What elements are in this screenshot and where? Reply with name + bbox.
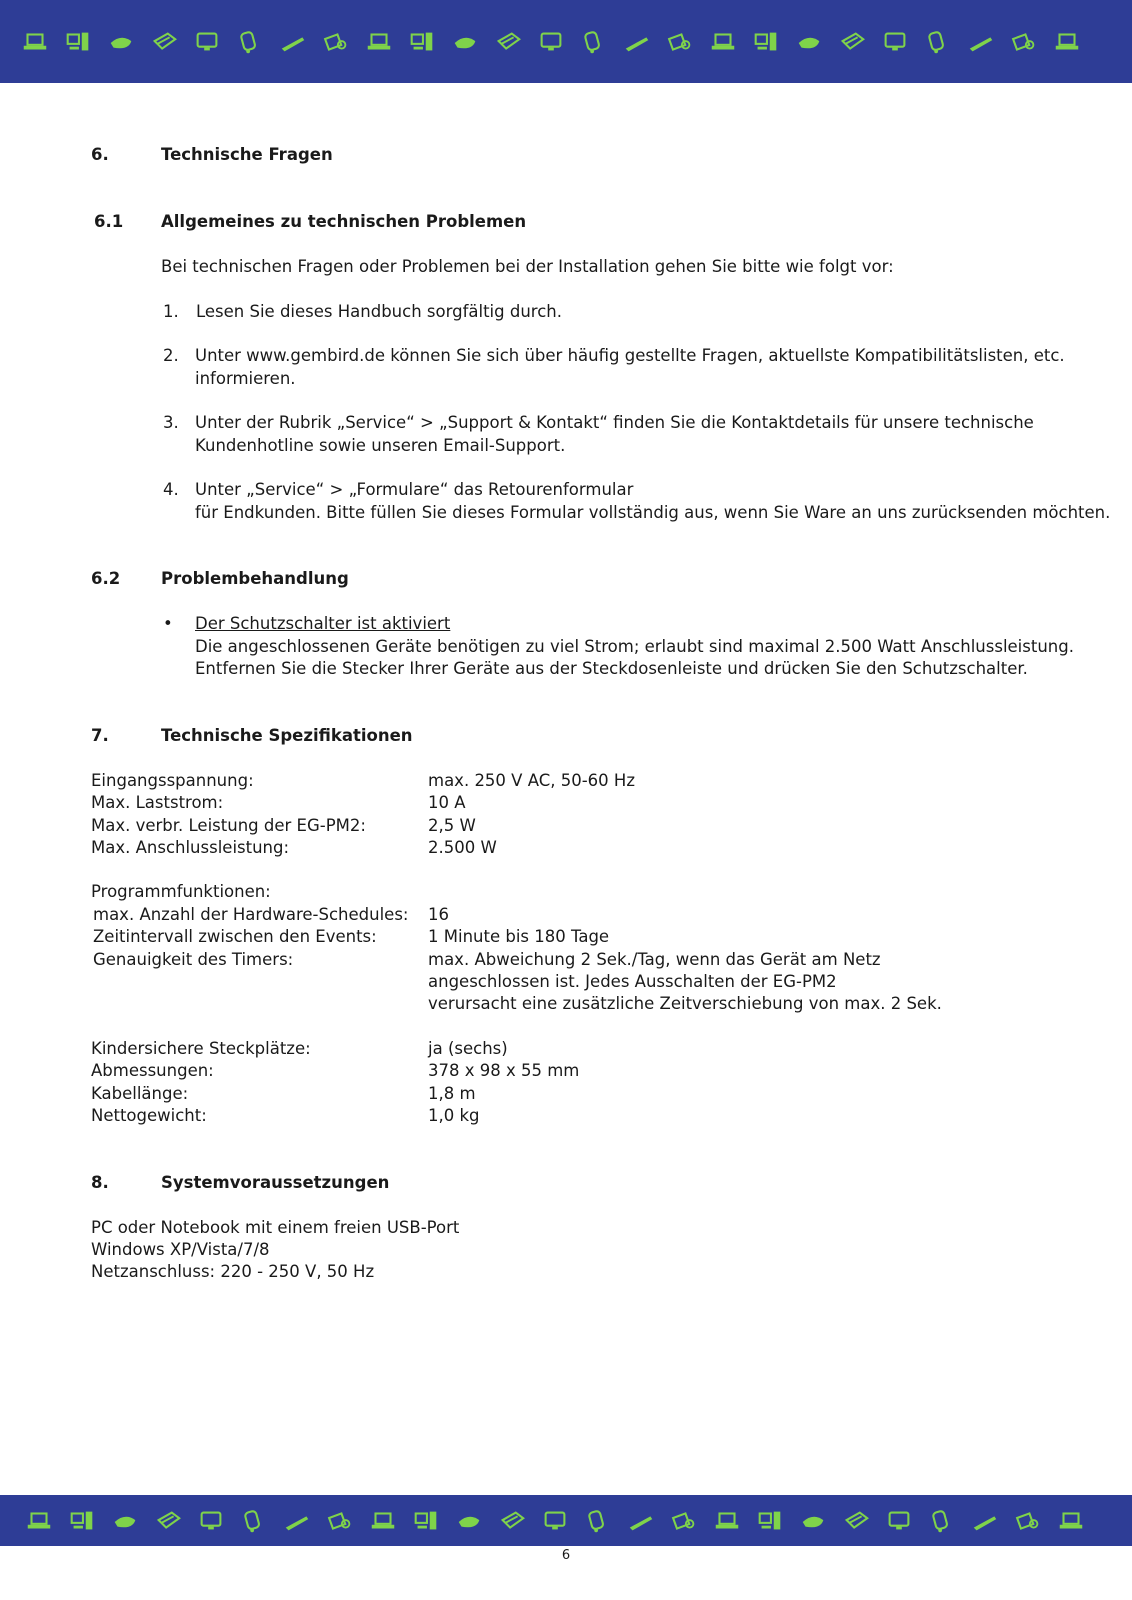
section-6-number: 6. xyxy=(91,145,109,164)
laptop-icon xyxy=(24,1506,54,1536)
list-item-number: 3. xyxy=(163,413,179,432)
pen-icon xyxy=(970,1506,1000,1536)
phone-icon xyxy=(235,27,265,57)
requirement-line: Netzanschluss: 220 - 250 V, 50 Hz xyxy=(91,1262,375,1281)
spec-label: Zeitintervall zwischen den Events: xyxy=(93,927,377,946)
laptop-icon xyxy=(20,27,50,57)
spec-value: 1 Minute bis 180 Tage xyxy=(428,927,610,946)
spec-label: Kabellänge: xyxy=(91,1084,189,1103)
footer-icon-band xyxy=(0,1495,1132,1546)
camera-icon xyxy=(321,27,351,57)
spec-value: angeschlossen ist. Jedes Ausschalten der EG-PM2 xyxy=(428,972,837,991)
section-7-title: Technische Spezifikationen xyxy=(161,726,413,745)
list-item-text: für Endkunden. Bitte füllen Sie dieses Formular vollständig aus, wenn Sie Ware an uns zurücksenden möchten. xyxy=(195,503,1111,522)
monitor-icon xyxy=(880,27,910,57)
camera-icon xyxy=(1013,1506,1043,1536)
page-number: 6 xyxy=(561,1548,571,1563)
section-6-2-title: Problembehandlung xyxy=(161,569,349,588)
phone-icon xyxy=(927,1506,957,1536)
pen-icon xyxy=(278,27,308,57)
list-item-text: informieren. xyxy=(195,369,296,388)
requirement-line: PC oder Notebook mit einem freien USB-Port xyxy=(91,1218,460,1237)
pc-tower-icon xyxy=(751,27,781,57)
pc-tower-icon xyxy=(407,27,437,57)
prog-label: Programmfunktionen: xyxy=(91,882,271,901)
bullet: • xyxy=(163,614,173,633)
mouse-icon xyxy=(798,1506,828,1536)
monitor-icon xyxy=(884,1506,914,1536)
monitor-icon xyxy=(196,1506,226,1536)
section-6-2-number: 6.2 xyxy=(91,569,121,588)
section-6-title: Technische Fragen xyxy=(161,145,333,164)
spec-value: 16 xyxy=(428,905,449,924)
spec-label: Kindersichere Steckplätze: xyxy=(91,1039,311,1058)
pc-tower-icon xyxy=(63,27,93,57)
list-item-text: Unter der Rubrik „Service“ > „Support & Kontakt“ finden Sie die Kontaktdetails für unsere technische xyxy=(195,413,1034,432)
spec-value: max. 250 V AC, 50-60 Hz xyxy=(428,771,635,790)
spec-value: 378 x 98 x 55 mm xyxy=(428,1061,580,1080)
spec-label: Max. Laststrom: xyxy=(91,793,224,812)
list-item-text: Unter www.gembird.de können Sie sich über häufig gestellte Fragen, aktuellste Kompatibilitätslisten, etc. xyxy=(195,346,1065,365)
printer-icon xyxy=(497,1506,527,1536)
spec-value: verursacht eine zusätzliche Zeitverschiebung von max. 2 Sek. xyxy=(428,994,942,1013)
phone-icon xyxy=(579,27,609,57)
monitor-icon xyxy=(536,27,566,57)
spec-label: Abmessungen: xyxy=(91,1061,214,1080)
phone-icon xyxy=(923,27,953,57)
laptop-icon xyxy=(364,27,394,57)
mouse-icon xyxy=(794,27,824,57)
printer-icon xyxy=(841,1506,871,1536)
spec-label: Max. verbr. Leistung der EG-PM2: xyxy=(91,816,366,835)
pen-icon xyxy=(966,27,996,57)
spec-value: 10 A xyxy=(428,793,466,812)
printer-icon xyxy=(153,1506,183,1536)
mouse-icon xyxy=(110,1506,140,1536)
bullet-title: Der Schutzschalter ist aktiviert xyxy=(195,614,451,633)
printer-icon xyxy=(149,27,179,57)
section-7-number: 7. xyxy=(91,726,109,745)
bullet-text: Die angeschlossenen Geräte benötigen zu viel Strom; erlaubt sind maximal 2.500 Watt Anschlussleistung. xyxy=(195,637,1074,656)
printer-icon xyxy=(837,27,867,57)
camera-icon xyxy=(1009,27,1039,57)
section-6-1-intro: Bei technischen Fragen oder Problemen bei der Installation gehen Sie bitte wie folgt vor: xyxy=(161,257,894,276)
pc-tower-icon xyxy=(67,1506,97,1536)
list-item-text: Unter „Service“ > „Formulare“ das Retourenformular xyxy=(195,480,634,499)
spec-label: Max. Anschlussleistung: xyxy=(91,838,290,857)
section-6-1-title: Allgemeines zu technischen Problemen xyxy=(161,212,527,231)
mouse-icon xyxy=(106,27,136,57)
phone-icon xyxy=(583,1506,613,1536)
pen-icon xyxy=(622,27,652,57)
camera-icon xyxy=(669,1506,699,1536)
list-item-text: Kundenhotline sowie unseren Email-Support. xyxy=(195,436,566,455)
camera-icon xyxy=(325,1506,355,1536)
list-item-number: 4. xyxy=(163,480,179,499)
monitor-icon xyxy=(540,1506,570,1536)
laptop-icon xyxy=(712,1506,742,1536)
laptop-icon xyxy=(1056,1506,1086,1536)
spec-value: max. Abweichung 2 Sek./Tag, wenn das Gerät am Netz xyxy=(428,950,881,969)
bullet-text: Entfernen Sie die Stecker Ihrer Geräte aus der Steckdosenleiste und drücken Sie den Schutzschalter. xyxy=(195,659,1028,678)
spec-label: max. Anzahl der Hardware-Schedules: xyxy=(93,905,409,924)
mouse-icon xyxy=(454,1506,484,1536)
list-item-text: Lesen Sie dieses Handbuch sorgfältig durch. xyxy=(196,302,562,321)
spec-value: 1,0 kg xyxy=(428,1106,480,1125)
section-8-number: 8. xyxy=(91,1173,109,1192)
spec-value: 2.500 W xyxy=(428,838,497,857)
printer-icon xyxy=(493,27,523,57)
camera-icon xyxy=(665,27,695,57)
laptop-icon xyxy=(368,1506,398,1536)
pen-icon xyxy=(626,1506,656,1536)
pen-icon xyxy=(282,1506,312,1536)
spec-value: ja (sechs) xyxy=(428,1039,508,1058)
pc-tower-icon xyxy=(411,1506,441,1536)
phone-icon xyxy=(239,1506,269,1536)
spec-label: Eingangsspannung: xyxy=(91,771,254,790)
spec-value: 2,5 W xyxy=(428,816,476,835)
monitor-icon xyxy=(192,27,222,57)
spec-label: Nettogewicht: xyxy=(91,1106,207,1125)
header-icon-band xyxy=(0,0,1132,83)
requirement-line: Windows XP/Vista/7/8 xyxy=(91,1240,270,1259)
laptop-icon xyxy=(708,27,738,57)
spec-label: Genauigkeit des Timers: xyxy=(93,950,294,969)
pc-tower-icon xyxy=(755,1506,785,1536)
laptop-icon xyxy=(1052,27,1082,57)
list-item-number: 2. xyxy=(163,346,179,365)
list-item-number: 1. xyxy=(163,302,179,321)
mouse-icon xyxy=(450,27,480,57)
section-8-title: Systemvoraussetzungen xyxy=(161,1173,390,1192)
section-6-1-number: 6.1 xyxy=(94,212,124,231)
spec-value: 1,8 m xyxy=(428,1084,476,1103)
